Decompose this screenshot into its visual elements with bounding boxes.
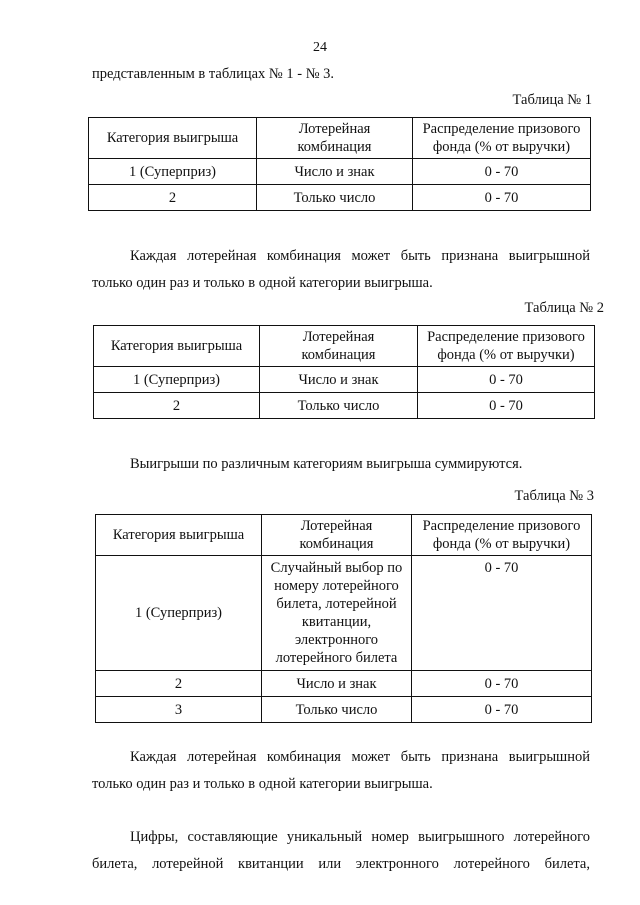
header-combination: Лотерейная комбинация	[262, 515, 412, 556]
header-combination: Лотерейная комбинация	[257, 118, 413, 159]
table-row	[96, 671, 592, 697]
cell-combination: Случайный выбор по номеру лотерейного билета, лотерейной квитанции, электронного лотерейного билета	[262, 556, 412, 671]
cell-combination: Только число	[260, 393, 418, 419]
cell-distribution: 0 - 70	[418, 393, 595, 419]
table3-caption: Таблица № 3	[514, 488, 594, 504]
table-header-row	[89, 118, 591, 159]
cell-combination: Число и знак	[257, 159, 413, 185]
table-header-row	[94, 326, 595, 367]
intro-line: представленным в таблицах № 1 - № 3.	[92, 66, 335, 82]
cell-distribution: 0 - 70	[413, 185, 591, 211]
paragraph-1-line-2: только один раз и только в одной категории выигрыша.	[92, 275, 433, 291]
table-row	[94, 367, 595, 393]
cell-combination: Только число	[262, 697, 412, 723]
table-row	[96, 697, 592, 723]
cell-category: 2	[94, 393, 260, 419]
cell-distribution: 0 - 70	[418, 367, 595, 393]
cell-combination: Число и знак	[260, 367, 418, 393]
table2-caption: Таблица № 2	[524, 300, 604, 316]
table-row	[96, 556, 592, 671]
page-number: 24	[313, 40, 327, 55]
cell-category: 2	[89, 185, 257, 211]
cell-distribution: 0 - 70	[412, 697, 592, 723]
paragraph-3-line-2: только один раз и только в одной категории выигрыша.	[92, 776, 433, 792]
cell-category: 1 (Суперприз)	[96, 556, 262, 671]
cell-distribution: 0 - 70	[412, 556, 592, 671]
header-category: Категория выигрыша	[96, 515, 262, 556]
paragraph-2: Выигрыши по различным категориям выигрыша суммируются.	[130, 456, 523, 472]
table-2	[93, 325, 595, 419]
table-3	[95, 514, 592, 723]
cell-category: 1 (Суперприз)	[94, 367, 260, 393]
paragraph-3-line-1: Каждая лотерейная комбинация может быть признана выигрышной	[130, 749, 590, 765]
header-combination: Лотерейная комбинация	[260, 326, 418, 367]
table-header-row	[96, 515, 592, 556]
cell-category: 1 (Суперприз)	[89, 159, 257, 185]
table-row	[89, 159, 591, 185]
table-1	[88, 117, 591, 211]
header-category: Категория выигрыша	[89, 118, 257, 159]
cell-combination: Только число	[257, 185, 413, 211]
cell-category: 3	[96, 697, 262, 723]
table-row	[94, 393, 595, 419]
cell-combination: Число и знак	[262, 671, 412, 697]
paragraph-4-line-1: Цифры, составляющие уникальный номер выигрышного лотерейного	[130, 829, 590, 845]
table1-caption: Таблица № 1	[512, 92, 592, 108]
header-category: Категория выигрыша	[94, 326, 260, 367]
paragraph-1-line-1: Каждая лотерейная комбинация может быть признана выигрышной	[130, 248, 590, 264]
table-row	[89, 185, 591, 211]
cell-distribution: 0 - 70	[412, 671, 592, 697]
cell-distribution: 0 - 70	[413, 159, 591, 185]
header-distribution: Распределение призового фонда (% от выручки)	[413, 118, 591, 159]
header-distribution: Распределение призового фонда (% от выручки)	[412, 515, 592, 556]
paragraph-4-line-2: билета, лотерейной квитанции или электронного лотерейного билета,	[92, 856, 590, 872]
cell-category: 2	[96, 671, 262, 697]
header-distribution: Распределение призового фонда (% от выручки)	[418, 326, 595, 367]
